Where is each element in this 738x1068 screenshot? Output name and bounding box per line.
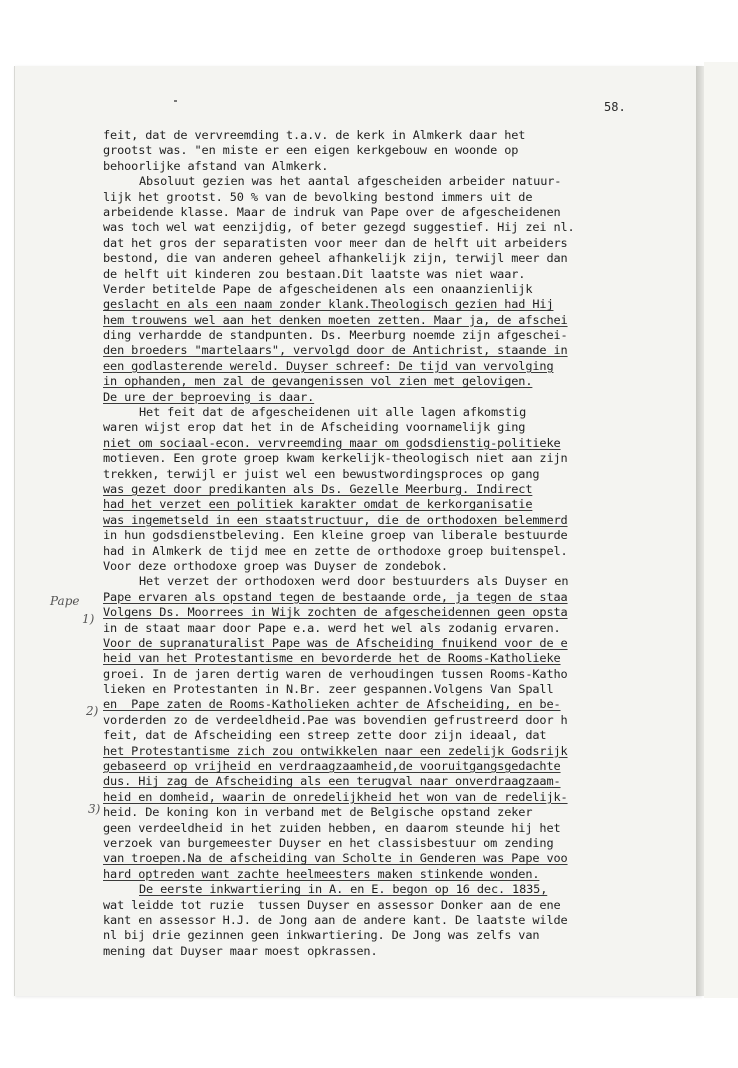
text-line: feit, dat de Afscheiding een streep zette door zijn ideaal, dat (103, 728, 547, 743)
text-line: heid en domheid, waarin de onredelijkheid het won van de redelijk- (103, 789, 568, 804)
text-line: Het feit dat de afgescheidenen uit alle lagen afkomstig (139, 405, 527, 420)
text-line: arbeidende klasse. Maar de indruk van Pape over de afgescheidenen (103, 204, 561, 219)
text-line: geen verdeeldheid in het zuiden hebben, en daarom steunde hij het (103, 820, 561, 835)
text-line: lijk het grootst. 50 % van de bevolking bestond immers uit de (103, 189, 533, 204)
text-line: groei. In de jaren dertig waren de verhoudingen tussen Rooms-Katho (103, 666, 568, 681)
text-line: den broeders "martelaars", vervolgd door de Antichrist, staande in (103, 343, 568, 358)
text-line: wat leidde tot ruzie tussen Duyser en assessor Donker aan de ene (103, 897, 561, 912)
body-text (103, 128, 693, 959)
text-line: grootst was. "en miste er een eigen kerkgebouw en woonde op (103, 143, 519, 158)
text-line: lieken en Protestanten in N.Br. zeer gespannen.Volgens Van Spall (103, 682, 554, 697)
text-line: van troepen.Na de afscheiding van Scholte in Genderen was Pape voo (103, 851, 568, 866)
margin-note-3: 3) (88, 802, 101, 816)
text-line: nl bij drie gezinnen geen inkwartiering. De Jong was zelfs van (103, 928, 540, 943)
text-line: gebaseerd op vrijheid en verdraagzaamheid,de vooruitgangsgedachte (103, 759, 561, 774)
text-line: een godlasterende wereld. Duyser schreef: De tijd van vervolging (103, 358, 554, 373)
text-line: kant en assessor H.J. de Jong aan de andere kant. De laatste wilde (103, 912, 568, 927)
text-line: motieven. Een grote groep kwam kerkelijk-theologisch niet aan zijn (103, 451, 568, 466)
text-line: de helft uit kinderen zou bestaan.Dit laatste was niet waar. (103, 266, 526, 281)
text-line: in ophanden, men zal de gevangenissen vol zien met gelovigen. (103, 374, 533, 389)
text-line: heid. De koning kon in verband met de Belgische opstand zeker (103, 805, 533, 820)
text-line: hard optreden want zachte heelmeesters maken stinkende wonden. (103, 866, 540, 881)
book-spine (696, 66, 704, 996)
text-line: vorderden zo de verdeeldheid.Pae was bovendien gefrustreerd door h (103, 712, 568, 727)
text-line: behoorlijke afstand van Almkerk. (103, 158, 329, 173)
text-line: geslacht en als een naam zonder klank.Theologisch gezien had Hij (103, 297, 554, 312)
margin-note-pape: Pape (50, 594, 80, 608)
page-number: 58. (604, 100, 626, 114)
text-line: Absoluut gezien was het aantal afgescheiden arbeider natuur- (139, 174, 562, 189)
margin-note-2: 2) (86, 704, 99, 718)
text-line: waren wijst erop dat het in de Afscheiding voornamelijk ging (103, 420, 526, 435)
text-line: trekken, terwijl er juist wel een bewustwordingsproces op gang (103, 466, 540, 481)
text-line: dus. Hij zag de Afscheiding als een terugval naar onverdraagzaam- (103, 774, 561, 789)
text-line: Voor de supranaturalist Pape was de Afscheiding fnuikend voor de e (103, 635, 568, 650)
text-line: het Protestantisme zich zou ontwikkelen naar een zedelijk Godsrijk (103, 743, 568, 758)
text-line: was ingemetseld in een staatstructuur, die de orthodoxen belemmerd (103, 512, 568, 527)
text-line: verzoek van burgemeester Duyser en het classisbestuur om zending (103, 835, 554, 850)
text-line: Voor deze orthodoxe groep was Duyser de zondebok. (103, 558, 448, 573)
text-line: had in Almkerk de tijd mee en zette de orthodoxe groep buitenspel. (103, 543, 568, 558)
margin-note-1: 1) (82, 612, 95, 626)
text-line: feit, dat de vervreemding t.a.v. de kerk in Almkerk daar het (103, 128, 526, 142)
text-line: ding verhardde de standpunten. Ds. Meerburg noemde zijn afgeschei- (103, 328, 568, 343)
text-line: in hun godsdienstbeleving. Een kleine groep van liberale bestuurde (103, 528, 568, 543)
text-line: De eerste inkwartiering in A. en E. begon op 16 dec. 1835, (139, 882, 548, 897)
text-line: Volgens Ds. Moorrees in Wijk zochten de afgescheidennen geen opsta (103, 605, 568, 620)
text-line: had het verzet een politiek karakter omdat de kerkorganisatie (103, 497, 533, 512)
paper-speck (174, 100, 177, 102)
adjacent-page-text-fragment (718, 178, 734, 187)
text-line: dat het gros der separatisten voor meer dan de helft uit arbeiders (103, 235, 568, 250)
text-line: en Pape zaten de Rooms-Katholieken achter de Afscheiding, en be- (103, 697, 561, 712)
text-line: Verder betitelde Pape de afgescheidenen als een onaanzienlijk (103, 281, 533, 296)
text-line: was gezet door predikanten als Ds. Gezelle Meerburg. Indirect (103, 481, 533, 496)
text-line: Het verzet der orthodoxen werd door bestuurders als Duyser en (139, 574, 569, 589)
text-line: Pape ervaren als opstand tegen de bestaande orde, ja tegen de staa (103, 589, 568, 604)
text-line: bestond, die van anderen geheel afhankelijk zijn, terwijl meer dan (103, 251, 568, 266)
text-line: De ure der beproeving is daar. (103, 389, 315, 404)
text-line: mening dat Duyser maar moest opkrassen. (103, 943, 378, 958)
text-line: heid van het Protestantisme en bevorderde het de Rooms-Katholieke (103, 651, 561, 666)
text-line: in de staat maar door Pape e.a. werd het wel als zodanig ervaren. (103, 620, 561, 635)
text-line: niet om sociaal-econ. vervreemding maar om godsdienstig-politieke (103, 435, 561, 450)
text-line: hem trouwens wel aan het denken moeten zetten. Maar ja, de afschei (103, 312, 568, 327)
adjacent-page-edge (704, 62, 738, 998)
text-line: was toch wel wat eenzijdig, of beter gezegd suggestief. Hij zei nl. (103, 220, 575, 235)
